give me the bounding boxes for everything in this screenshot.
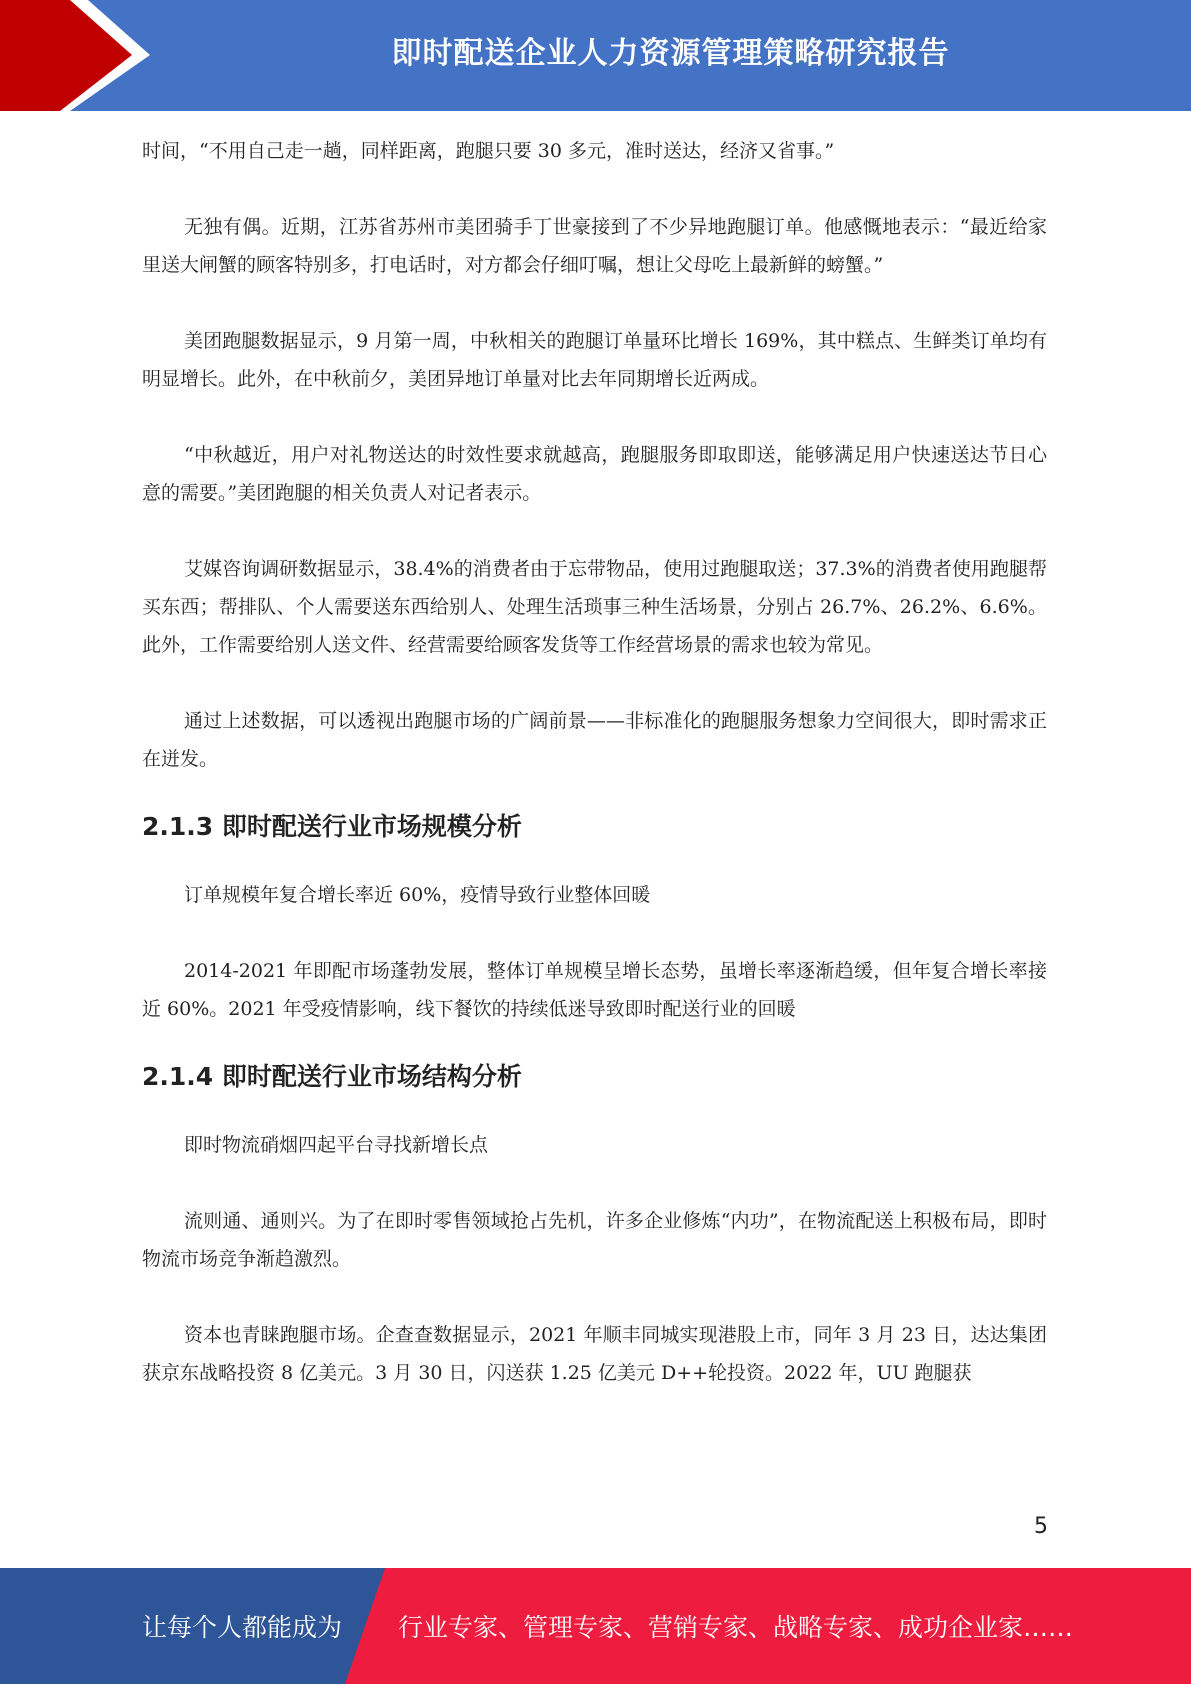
document-body	[142, 132, 1047, 1392]
report-title: 即时配送企业人力资源管理策略研究报告	[391, 36, 950, 71]
page-header	[0, 0, 1191, 111]
paragraph: 流则通、通则兴。为了在即时零售领域抢占先机，许多企业修炼“内功”，在物流配送上积极布局，即时物流市场竞争渐趋激烈。	[142, 1210, 1047, 1270]
section-subtitle: 订单规模年复合增长率近 60%，疫情导致行业整体回暖	[184, 884, 651, 906]
paragraph: 时间，“不用自己走一趟，同样距离，跑腿只要 30 多元，准时送达，经济又省事。”	[142, 140, 835, 162]
section-heading: 2.1.3 即时配送行业市场规模分析	[142, 812, 522, 841]
paragraph: 美团跑腿数据显示，9 月第一周，中秋相关的跑腿订单量环比增长 169%，其中糕点、生鲜类订单均有明显增长。此外，在中秋前夕，美团异地订单量对比去年同期增长近两成。	[142, 330, 1047, 390]
paragraph: 2014-2021 年即配市场蓬勃发展，整体订单规模呈增长态势，虽增长率逐渐趋缓，但年复合增长率接近 60%。2021 年受疫情影响，线下餐饮的持续低迷导致即时配送行业的回暖	[142, 960, 1047, 1020]
section-heading: 2.1.4 即时配送行业市场结构分析	[142, 1062, 522, 1091]
paragraph: 通过上述数据，可以透视出跑腿市场的广阔前景——非标准化的跑腿服务想象力空间很大，即时需求正在迸发。	[142, 710, 1047, 770]
page-number: 5	[1034, 1514, 1048, 1539]
paragraph: 无独有偶。近期，江苏省苏州市美团骑手丁世豪接到了不少异地跑腿订单。他感慨地表示：“最近给家里送大闸蟹的顾客特别多，打电话时，对方都会仔细叮嘱，想让父母吃上最新鲜的螃蟹。”	[142, 216, 1047, 276]
section-subtitle: 即时物流硝烟四起平台寻找新增长点	[184, 1134, 489, 1156]
paragraph: “中秋越近，用户对礼物送达的时效性要求就越高，跑腿服务即取即送，能够满足用户快速送达节日心意的需要。”美团跑腿的相关负责人对记者表示。	[142, 444, 1047, 504]
page-footer	[0, 1568, 1191, 1684]
paragraph: 艾媒咨询调研数据显示，38.4%的消费者由于忘带物品，使用过跑腿取送；37.3%的消费者使用跑腿帮买东西；帮排队、个人需要送东西给别人、处理生活琐事三种生活场景，分别占 26.7%、26.2%、6.6%。此外，工作需要给别人送文件、经营需要给顾客发货等工作经营场景的需求也较为常见。	[142, 558, 1047, 656]
footer-slogan-left: 让每个人都能成为	[142, 1613, 343, 1642]
paragraph: 资本也青睐跑腿市场。企查查数据显示，2021 年顺丰同城实现港股上市，同年 3 月 23 日，达达集团获京东战略投资 8 亿美元。3 月 30 日，闪送获 1.25 亿美元 D++轮投资。2022 年，UU 跑腿获	[142, 1324, 1047, 1384]
footer-slogan-right: 行业专家、管理专家、营销专家、战略专家、成功企业家……	[398, 1613, 1074, 1642]
